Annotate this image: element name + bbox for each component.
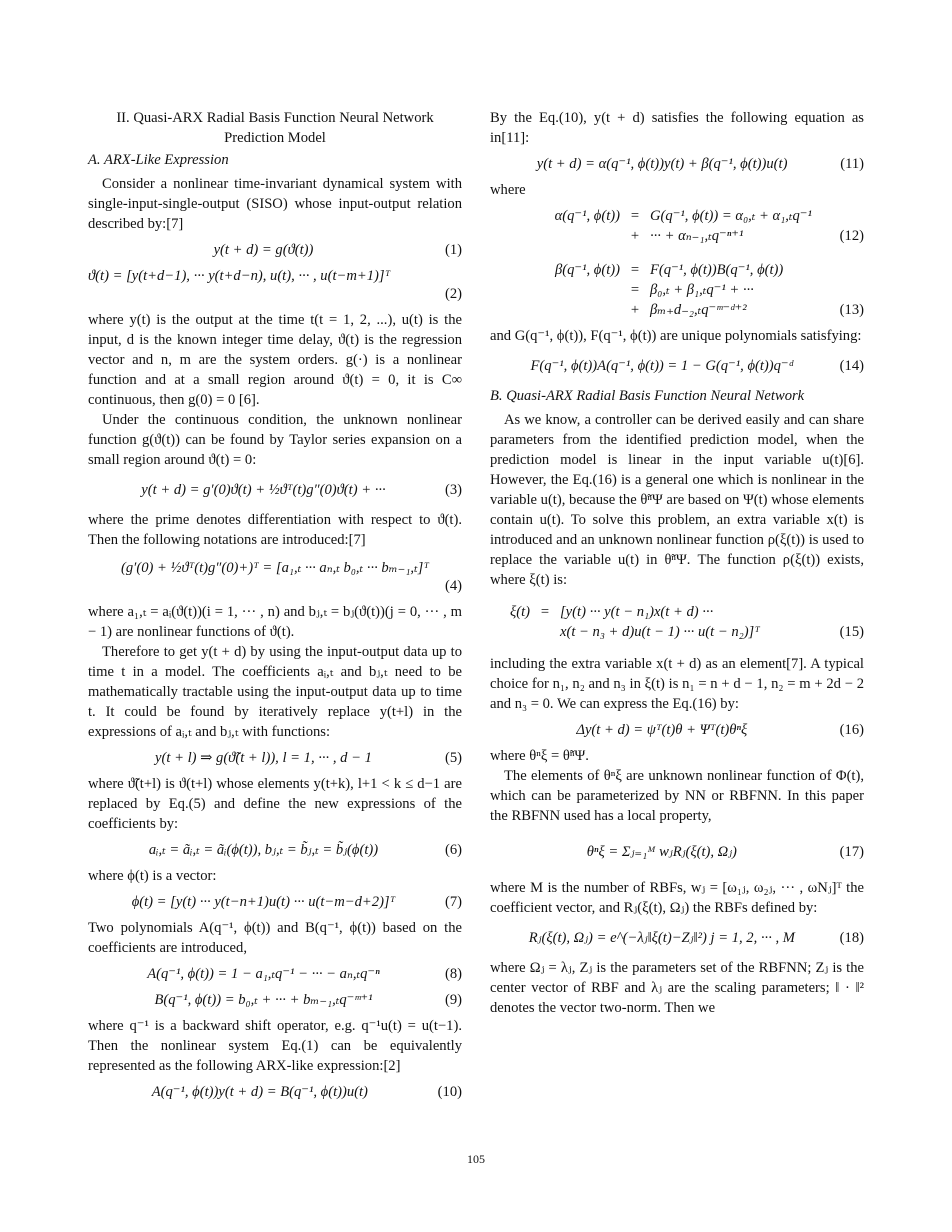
equation-body: A(q⁻¹, ϕ(t))y(t + d) = B(q⁻¹, ϕ(t))u(t) xyxy=(151,1084,368,1100)
equation-11 xyxy=(490,154,864,174)
equation-number: (12) xyxy=(839,228,864,244)
equation-body: B(q⁻¹, ϕ(t)) = b₀,ₜ + ··· + bₘ₋₁,ₜq⁻ᵐ⁺¹ xyxy=(154,992,373,1008)
paragraph: Consider a nonlinear time-invariant dynamical system with single-input-single-output (SISO) whose input-output relation described by:[7] xyxy=(88,176,462,232)
equation-5 xyxy=(88,748,462,768)
equation-lhs: ξ(t) xyxy=(509,604,530,620)
paragraph: where xyxy=(490,182,526,198)
equation-rhs: β₀,ₜ + β₁,ₜq⁻¹ + ··· xyxy=(650,282,754,298)
equation-number: (14) xyxy=(839,358,864,374)
subsection-a-heading: A. ARX-Like Expression xyxy=(88,152,229,168)
paragraph: where θⁿξ = θ̃ⁿΨ. xyxy=(490,748,589,764)
equation-12 xyxy=(490,206,864,246)
page-number: 105 xyxy=(467,1152,485,1166)
equation-4 xyxy=(88,558,462,596)
equation-number: (17) xyxy=(839,844,864,860)
paragraph: Therefore to get y(t + d) by using the input-output data up to time t in a model. The coefficients aᵢ,ₜ and bⱼ,ₜ need to be mathematically tractable using the input-output data up to time t. It could be found by iteratively replace y(t+l) in the expressions of aᵢ,ₜ and bⱼ,ₜ with functions: xyxy=(88,644,462,740)
paragraph: where Ωⱼ = λⱼ, Zⱼ is the parameters set of the RBFNN; Zⱼ is the center vector of RBF and λⱼ are the scaling parameters; ‖ · ‖² denotes the vector two-norm. Then we xyxy=(490,960,864,1016)
equation-body: y(t + d) = α(q⁻¹, ϕ(t))y(t) + β(q⁻¹, ϕ(t))u(t) xyxy=(536,156,788,172)
equation-number: (3) xyxy=(444,482,462,498)
equation-8 xyxy=(88,964,462,984)
paragraph: where M is the number of RBFs, wⱼ = [ω₁ⱼ, ω₂ⱼ, ··· , ωNⱼ]ᵀ the coefficient vector, and Rⱼ(ξ(t), Ωⱼ) the RBFs defined by: xyxy=(490,880,864,916)
equation-number: (6) xyxy=(444,842,462,858)
equation-9 xyxy=(88,990,462,1010)
equation-body: ϑ(t) = [y(t+d−1), ··· y(t+d−n), u(t), ··· , u(t−m+1)]ᵀ xyxy=(88,268,391,284)
paragraph: Two polynomials A(q⁻¹, ϕ(t)) and B(q⁻¹, ϕ(t)) based on the coefficients are introduced, xyxy=(88,920,462,956)
paragraph: Under the continuous condition, the unknown nonlinear function g(ϑ(t)) can be found by Taylor series expansion on a small region around ϑ(t) = 0: xyxy=(88,412,462,468)
equation-1 xyxy=(88,240,462,260)
paragraph: where a₁,ₜ = aᵢ(ϑ(t))(i = 1, ··· , n) and bⱼ,ₜ = bⱼ(ϑ(t))(j = 0, ··· , m − 1) are nonlinear functions of ϑ(t). xyxy=(88,604,462,640)
equation-number: (13) xyxy=(839,302,864,318)
equation-rhs: G(q⁻¹, ϕ(t)) = α₀,ₜ + α₁,ₜq⁻¹ xyxy=(650,208,812,224)
equation-rhs: ··· + αₙ₋₁,ₜq⁻ⁿ⁺¹ xyxy=(650,228,744,244)
equation-body: Δy(t + d) = ψᵀ(t)θ + Ψᵀ(t)θⁿξ xyxy=(576,722,748,738)
equation-lhs: α(q⁻¹, ϕ(t)) xyxy=(554,208,620,224)
paragraph: where ϕ(t) is a vector: xyxy=(88,868,217,884)
paragraph: The elements of θⁿξ are unknown nonlinear function of Φ(t), which can be parameterized by NN or RBFNN. In this paper the RBFNN used has a local property, xyxy=(490,768,864,824)
equation-operator: = xyxy=(630,208,640,224)
equation-rhs: x(t − n₃ + d)u(t − 1) ··· u(t − n₂)]ᵀ xyxy=(560,624,760,640)
section-title: II. Quasi-ARX Radial Basis Function Neural Network Prediction Model xyxy=(116,110,434,146)
paragraph: where the prime denotes differentiation with respect to ϑ(t). Then the following notations are introduced:[7] xyxy=(88,512,462,548)
left-column xyxy=(88,108,462,1108)
paragraph: including the extra variable x(t + d) as an element[7]. A typical choice for n₁, n₂ and n₃ in ξ(t) is n₁ = n + d − 1, n₂ = m + 2d − 2 and n₃ = 0. We can express the Eq.(16) by: xyxy=(490,656,864,712)
equation-number: (16) xyxy=(839,722,864,738)
equation-number: (18) xyxy=(839,930,864,946)
subsection-b-heading: B. Quasi-ARX Radial Basis Function Neural Network xyxy=(490,388,805,404)
equation-body: aᵢ,ₜ = ãᵢ,ₜ = ãᵢ(ϕ(t)), bⱼ,ₜ = b̃ⱼ,ₜ = b̃ⱼ(ϕ(t)) xyxy=(148,842,379,858)
equation-operator: = xyxy=(630,262,640,278)
equation-operator: + xyxy=(630,228,640,244)
equation-body: (g′(0) + ½ϑᵀ(t)g″(0)+)ᵀ = [a₁,ₜ ··· aₙ,ₜ b₀,ₜ ··· bₘ₋₁,ₜ]ᵀ xyxy=(120,560,429,576)
equation-body: θⁿξ = Σⱼ₌₁ᴹ wⱼRⱼ(ξ(t), Ωⱼ) xyxy=(586,844,737,860)
equation-rhs: βₘ₊d₋₂,ₜq⁻ᵐ⁻ᵈ⁺² xyxy=(650,302,747,318)
equation-number: (4) xyxy=(444,578,462,594)
equation-number: (9) xyxy=(444,992,462,1008)
equation-number: (11) xyxy=(840,156,864,172)
equation-number: (15) xyxy=(839,624,864,640)
equation-body: ϕ(t) = [y(t) ··· y(t−n+1)u(t) ··· u(t−m−d+2)]ᵀ xyxy=(131,894,396,910)
equation-body: A(q⁻¹, ϕ(t)) = 1 − a₁,ₜq⁻¹ − ··· − aₙ,ₜq⁻ⁿ xyxy=(147,966,380,982)
equation-body: y(t + d) = g′(0)ϑ(t) + ½ϑᵀ(t)g″(0)ϑ(t) + ··· xyxy=(141,482,386,498)
equation-7 xyxy=(88,892,462,912)
equation-number: (5) xyxy=(444,750,462,766)
equation-6 xyxy=(88,840,462,860)
equation-number: (7) xyxy=(444,894,462,910)
equation-13 xyxy=(490,260,864,320)
equation-rhs: F(q⁻¹, ϕ(t))B(q⁻¹, ϕ(t)) xyxy=(650,262,784,278)
equation-rhs: [y(t) ··· y(t − n₁)x(t + d) ··· xyxy=(560,604,714,620)
equation-body: Rⱼ(ξ(t), Ωⱼ) = e^(−λⱼ‖ξ(t)−Zⱼ‖²) j = 1, 2, ··· , M xyxy=(528,930,795,946)
equation-number: (10) xyxy=(437,1084,462,1100)
equation-17 xyxy=(490,842,864,862)
equation-number: (8) xyxy=(444,966,462,982)
equation-body: y(t + d) = g(ϑ(t)) xyxy=(213,242,314,258)
right-column xyxy=(490,108,864,1018)
equation-operator: + xyxy=(630,302,640,318)
equation-15 xyxy=(490,602,864,642)
paragraph: and G(q⁻¹, ϕ(t)), F(q⁻¹, ϕ(t)) are unique polynomials satisfying: xyxy=(490,328,862,344)
equation-body: F(q⁻¹, ϕ(t))A(q⁻¹, ϕ(t)) = 1 − G(q⁻¹, ϕ(t))q⁻ᵈ xyxy=(530,358,794,374)
equation-16 xyxy=(490,720,864,740)
equation-10 xyxy=(88,1082,462,1102)
equation-number: (2) xyxy=(444,286,462,302)
equation-14 xyxy=(490,356,864,376)
equation-2 xyxy=(88,266,462,304)
equation-3 xyxy=(88,480,462,500)
equation-operator: = xyxy=(540,604,550,620)
equation-operator: = xyxy=(630,282,640,298)
paragraph: where ϑ̃(t+l) is ϑ(t+l) whose elements y(t+k), l+1 < k ≤ d−1 are replaced by Eq.(5) and define the new expressions of the coefficients by: xyxy=(88,776,462,832)
equation-number: (1) xyxy=(444,242,462,258)
paragraph: where q⁻¹ is a backward shift operator, e.g. q⁻¹u(t) = u(t−1). Then the nonlinear system Eq.(1) can be equivalently represented as the following ARX-like expression:[2] xyxy=(88,1018,462,1074)
paragraph: By the Eq.(10), y(t + d) satisfies the following equation as in[11]: xyxy=(490,110,864,146)
equation-18 xyxy=(490,928,864,948)
equation-body: y(t + l) ⇒ g(ϑ̃(t + l)), l = 1, ··· , d − 1 xyxy=(155,750,372,766)
equation-lhs: β(q⁻¹, ϕ(t)) xyxy=(555,262,620,278)
paragraph: As we know, a controller can be derived easily and can share parameters from the identified prediction model, when the prediction model is linear in the input variable u(t)[6]. However, the Eq.(16) is a general one which is nonlinear in the variable u(t), because the θ̃ⁿΨ are based on Ψ(t) whose elements contain u(t). To solve this problem, an extra variable x(t) is introduced and an unknown nonlinear function ρ(ξ(t)) is used to replace the variable u(t) in θ̃ⁿΨ. The function ρ(ξ(t)) exists, where ξ(t) is: xyxy=(490,412,864,588)
paragraph: where y(t) is the output at the time t(t = 1, 2, ...), u(t) is the input, d is the known integer time delay, ϑ(t) is the regression vector and n, m are the system orders. g(·) is a nonlinear function and at a small region around ϑ(t) = 0, it is C∞ continuous, then g(0) = 0 [6]. xyxy=(88,312,462,408)
